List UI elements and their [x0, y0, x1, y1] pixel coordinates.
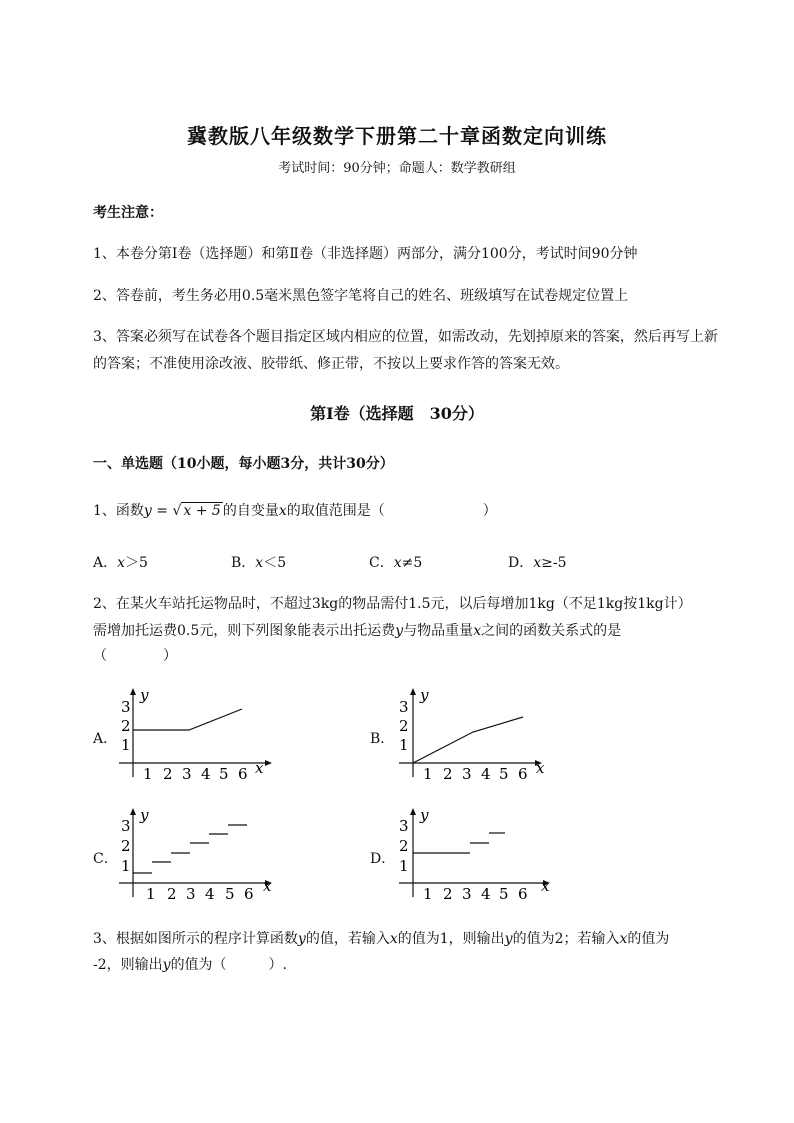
- q3-x-var-2: x: [619, 931, 628, 947]
- x-tick-1: 1: [423, 765, 433, 780]
- option-d-var: x: [533, 555, 542, 571]
- graph-a-line: [133, 709, 242, 730]
- x-tick-6: 6: [238, 765, 248, 780]
- graph-c-label[interactable]: C．: [93, 851, 118, 867]
- y-tick-2: 2: [121, 837, 131, 855]
- x-tick-2: 2: [167, 885, 177, 900]
- q1-mid: 的自变量: [222, 503, 279, 519]
- q3-text-d: 的值为2；若输入: [512, 931, 620, 947]
- graph-b-label[interactable]: B．: [370, 731, 395, 747]
- q2-y-var: y: [395, 623, 404, 639]
- option-c-var: x: [393, 555, 402, 571]
- option-d-label: D．: [508, 555, 534, 571]
- x-axis-name: x: [263, 877, 272, 895]
- question-2-answer-blank: （ ）: [93, 648, 177, 664]
- x-tick-2: 2: [443, 765, 453, 780]
- y-tick-2: 2: [399, 837, 409, 855]
- y-axis-name: y: [140, 806, 149, 824]
- x-tick-5: 5: [499, 765, 509, 780]
- q2-text-b: 与物品重量: [403, 623, 474, 639]
- y-tick-1: 1: [399, 857, 409, 875]
- y-tick-1: 1: [399, 736, 409, 754]
- x-tick-1: 1: [423, 885, 433, 900]
- graph-c: [115, 805, 275, 900]
- exam-info: 考试时间：90分钟；命题人：数学教研组: [278, 161, 516, 176]
- question-3-line-1: [93, 928, 669, 948]
- graph-d: [395, 805, 555, 900]
- x-tick-3: 3: [462, 765, 472, 780]
- q3-y-var-2: y: [504, 931, 513, 947]
- q3-x-var-1: x: [389, 931, 398, 947]
- y-axis-name: y: [140, 686, 149, 704]
- notice-item-2: 2、答卷前，考生务必用0.5毫米黑色签字笔将自己的姓名、班级填写在试卷规定位置上: [93, 288, 629, 304]
- q1-option-c[interactable]: [369, 552, 422, 572]
- q3-text-g: 的值为（ ）.: [170, 957, 288, 973]
- q1-x-var: x: [278, 503, 287, 519]
- y-tick-3: 3: [399, 817, 409, 835]
- graph-b-line: [413, 717, 523, 763]
- q1-option-b[interactable]: [231, 552, 286, 572]
- x-tick-5: 5: [219, 765, 229, 780]
- q2-text-a: 需增加托运费0.5元，则下列图象能表示出托运费: [93, 623, 396, 639]
- q1-sqrt: √ x + 5: [172, 503, 221, 519]
- option-a-var: x: [117, 555, 126, 571]
- x-tick-4: 4: [201, 765, 211, 780]
- y-tick-2: 2: [399, 717, 409, 735]
- q2-x-var: x: [473, 623, 482, 639]
- notice-heading: 考生注意：: [93, 205, 163, 221]
- x-tick-4: 4: [481, 765, 491, 780]
- q1-prefix: 1、函数: [93, 503, 144, 519]
- part-heading: 一、单选题（10小题，每小题3分，共计30分）: [93, 456, 394, 472]
- q3-y-var-3: y: [162, 957, 171, 973]
- option-c-rel: ≠5: [401, 555, 423, 571]
- q3-text-a: 3、根据如图所示的程序计算函数: [93, 931, 298, 947]
- graph-a: [115, 685, 275, 780]
- notice-item-3-cont: 的答案；不准使用涂改液、胶带纸、修正带，不按以上要求作答的答案无效。: [93, 356, 569, 372]
- option-d-rel: ≥-5: [541, 555, 567, 571]
- option-b-label: B．: [231, 555, 256, 571]
- x-tick-5: 5: [499, 885, 509, 900]
- x-tick-6: 6: [244, 885, 254, 900]
- y-axis-name: y: [420, 806, 429, 824]
- q3-text-c: 的值为1，则输出: [397, 931, 505, 947]
- y-tick-2: 2: [121, 717, 131, 735]
- y-axis-arrow: [130, 808, 136, 815]
- option-c-label: C．: [369, 555, 394, 571]
- x-tick-1: 1: [143, 765, 153, 780]
- y-tick-3: 3: [121, 698, 131, 716]
- y-tick-1: 1: [121, 736, 131, 754]
- y-axis-name: y: [420, 686, 429, 704]
- x-axis-name: x: [541, 877, 550, 895]
- x-axis-name: x: [536, 759, 545, 777]
- q1-option-a[interactable]: [93, 552, 148, 572]
- page-title: 冀教版八年级数学下册第二十章函数定向训练: [187, 124, 607, 148]
- x-tick-2: 2: [163, 765, 173, 780]
- x-tick-3: 3: [186, 885, 196, 900]
- x-tick-5: 5: [225, 885, 235, 900]
- question-2-line-1: 2、在某火车站托运物品时，不超过3kg的物品需付1.5元，以后每增加1kg（不足1kg按1kg计）: [93, 596, 692, 612]
- q3-text-f: -2，则输出: [93, 957, 163, 973]
- q1-y-var: y: [143, 503, 152, 519]
- q3-y-var-1: y: [297, 931, 306, 947]
- y-tick-3: 3: [121, 817, 131, 835]
- x-tick-4: 4: [481, 885, 491, 900]
- option-b-var: x: [255, 555, 264, 571]
- q3-text-e: 的值为: [627, 931, 670, 947]
- question-1: [93, 500, 497, 520]
- x-tick-2: 2: [443, 885, 453, 900]
- x-axis-arrow: [265, 760, 272, 766]
- q1-option-d[interactable]: [508, 552, 567, 572]
- question-3-line-2: [93, 954, 287, 974]
- question-2-line-2: [93, 620, 621, 640]
- q2-text-c: 之间的函数关系式的是: [481, 623, 622, 639]
- graph-b: [395, 685, 555, 780]
- x-tick-3: 3: [182, 765, 192, 780]
- option-a-rel: ＞5: [125, 555, 148, 571]
- y-axis-arrow: [130, 688, 136, 695]
- q1-radicand: x + 5: [183, 503, 221, 519]
- y-axis-arrow: [410, 688, 416, 695]
- x-axis-name: x: [255, 759, 264, 777]
- q1-eq: =: [151, 503, 173, 519]
- section-title: 第I卷（选择题 30分）: [310, 404, 484, 423]
- y-axis-arrow: [410, 808, 416, 815]
- x-tick-6: 6: [518, 885, 528, 900]
- x-tick-4: 4: [205, 885, 215, 900]
- y-tick-1: 1: [121, 857, 131, 875]
- option-a-label: A．: [93, 555, 118, 571]
- option-b-rel: ＜5: [263, 555, 287, 571]
- graph-d-label[interactable]: D．: [370, 851, 396, 867]
- y-tick-3: 3: [399, 698, 409, 716]
- x-tick-6: 6: [518, 765, 528, 780]
- x-tick-3: 3: [462, 885, 472, 900]
- x-tick-1: 1: [146, 885, 156, 900]
- q3-text-b: 的值，若输入: [305, 931, 390, 947]
- q1-suffix: 的取值范围是（ ）: [286, 503, 497, 519]
- notice-item-1: 1、本卷分第I卷（选择题）和第Ⅱ卷（非选择题）两部分，满分100分，考试时间90分钟: [93, 246, 638, 262]
- graph-a-label[interactable]: A．: [93, 731, 118, 747]
- notice-item-3: 3、答案必须写在试卷各个题目指定区域内相应的位置，如需改动，先划掉原来的答案，然后再写上新: [93, 329, 718, 345]
